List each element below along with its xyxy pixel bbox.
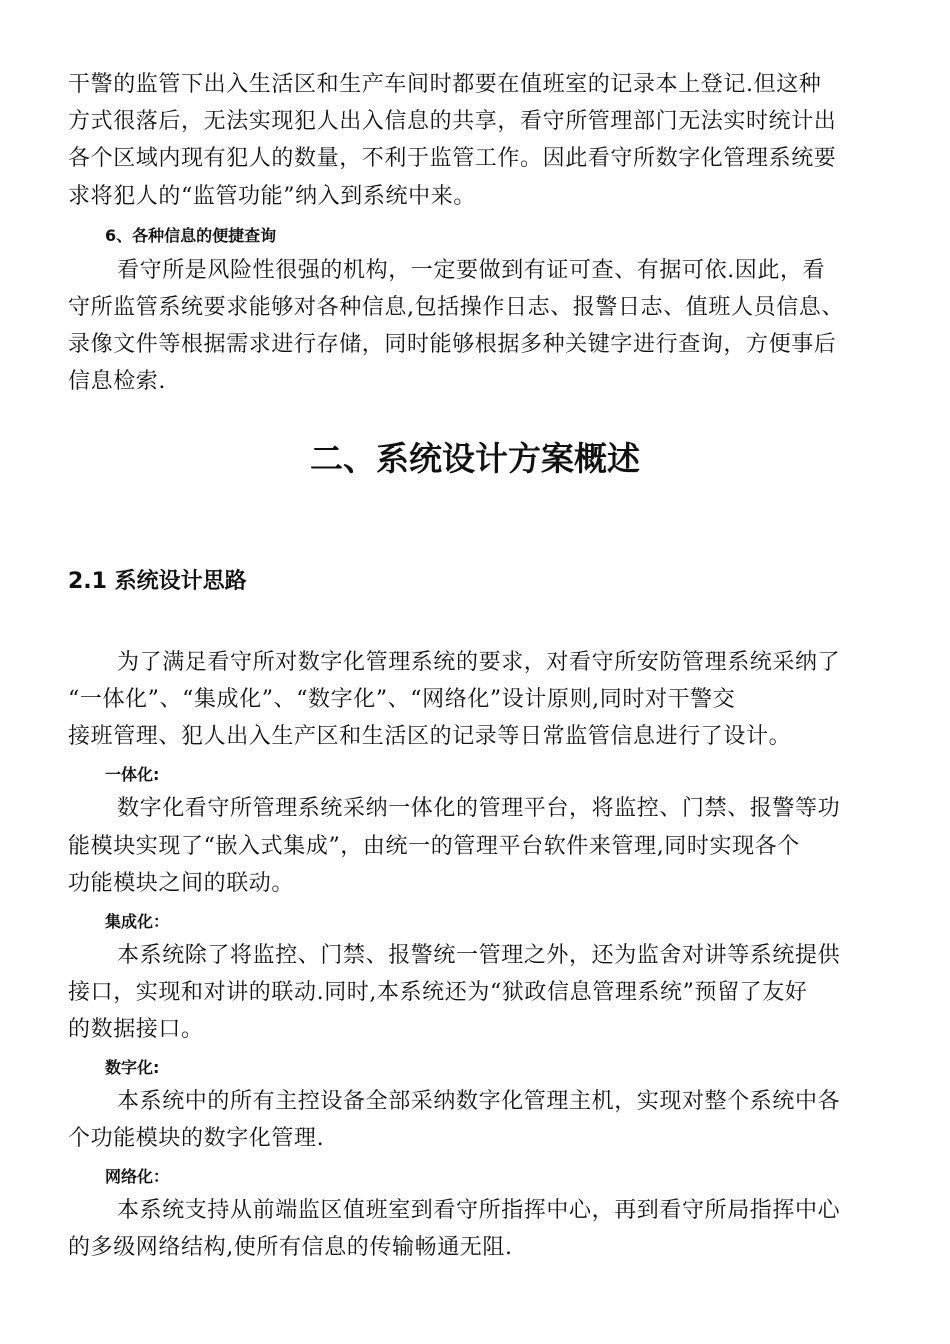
paragraph-line: 守所监管系统要求能够对各种信息,包括操作日志、报警日志、值班人员信息、: [68, 295, 844, 320]
paragraph-line: 看守所是风险性很强的机构，一定要做到有证可查、有据可依.因此，看: [117, 258, 826, 283]
paragraph-line: 本系统中的所有主控设备全部采纳数字化管理主机，实现对整个系统中各: [117, 1089, 841, 1114]
chapter-title: 二、系统设计方案概述: [310, 439, 640, 478]
integration-heading: 一体化:: [105, 765, 160, 784]
network-heading: 网络化：: [105, 1167, 170, 1186]
paragraph-line: 干警的监管下出入生活区和生产车间时都要在值班室的记录本上登记.但这种: [68, 72, 822, 97]
paragraph-line: 能模块实现了“嵌入式集成”，由统一的管理平台软件来管理,同时实现各个: [68, 834, 800, 859]
paragraph-line: 录像文件等根据需求进行存储，同时能够根据多种关键字进行查询，方便事后: [68, 332, 837, 357]
paragraph-line: 为了满足看守所对数字化管理系统的要求，对看守所安防管理系统采纳了: [117, 650, 841, 675]
paragraph-line: 功能模块之间的联动。: [68, 871, 295, 896]
paragraph-line: “一体化”、“集成化”、“数字化”、“网络化”设计原则,同时对干警交: [68, 687, 736, 712]
paragraph-line: 方式很落后，无法实现犯人出入信息的共享，看守所管理部门无法实时统计出: [68, 109, 837, 134]
paragraph-line: 信息检索.: [68, 369, 166, 394]
paragraph-line: 数字化看守所管理系统采纳一体化的管理平台，将监控、门禁、报警等功: [117, 796, 841, 821]
paragraph-line: 求将犯人的“监管功能”纳入到系统中来。: [68, 184, 476, 209]
item-6-heading: 6、各种信息的便捷查询: [105, 226, 277, 245]
section-2-1-title: 2.1 系统设计思路: [68, 569, 247, 594]
paragraph-line: 个功能模块的数字化管理.: [68, 1126, 325, 1151]
paragraph-line: 接口，实现和对讲的联动.同时,本系统还为“狱政信息管理系统”预留了友好: [68, 980, 808, 1005]
paragraph-line: 各个区域内现有犯人的数量，不利于监管工作。因此看守所数字化管理系统要: [68, 146, 837, 171]
paragraph-line: 接班管理、犯人出入生产区和生活区的记录等日常监管信息进行了设计。: [68, 724, 792, 749]
digital-heading: 数字化:: [105, 1058, 160, 1077]
collection-heading: 集成化：: [105, 912, 170, 931]
paragraph-line: 本系统除了将监控、门禁、报警统一管理之外，还为监舍对讲等系统提供: [117, 943, 841, 968]
paragraph-line: 的数据接口。: [68, 1017, 204, 1042]
paragraph-line: 的多级网络结构,使所有信息的传输畅通无阻.: [68, 1235, 513, 1260]
paragraph-line: 本系统支持从前端监区值班室到看守所指挥中心，再到看守所局指挥中心: [117, 1198, 841, 1223]
